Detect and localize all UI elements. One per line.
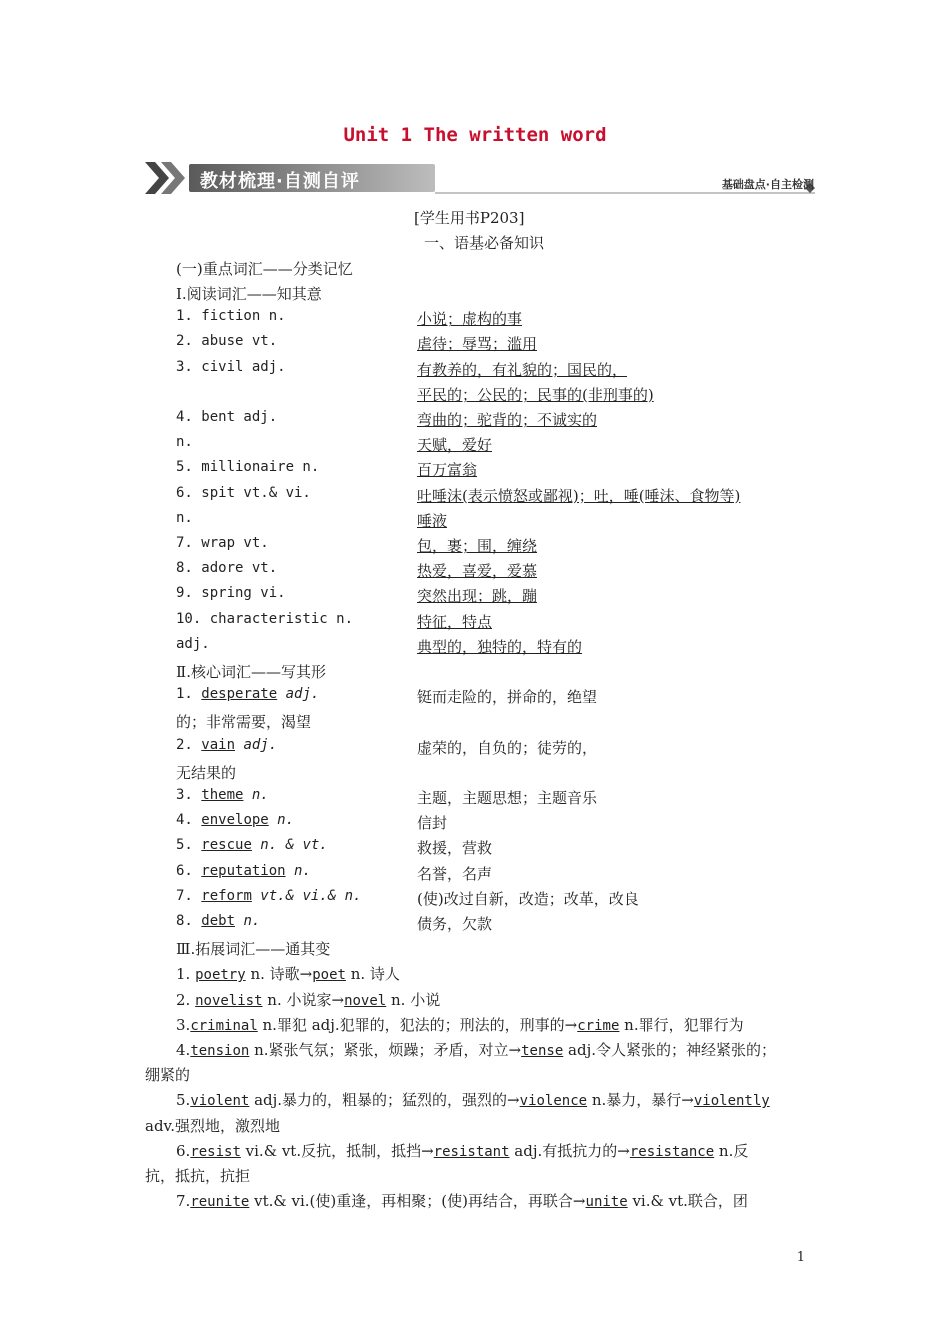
core-meaning-cont: 无结果的 [176, 763, 237, 782]
derivation-line: adv.强烈地，激烈地 [145, 1116, 281, 1135]
part-of-speech: n. [285, 862, 311, 879]
derived-word: resistance [629, 1143, 715, 1160]
reading-meaning [417, 434, 492, 455]
derivation-line: 1. poetry n. 诗歌→poet n. 诗人 [176, 965, 400, 984]
reading-meaning-text: 突然出现；跳，蹦 [417, 587, 538, 606]
page-number: 1 [796, 1250, 805, 1265]
core-word-answer: theme [201, 787, 244, 803]
derived-word: crime [577, 1017, 620, 1034]
derivation-line: 3.criminal n.罪犯 adj.犯罪的，犯法的；刑法的，刑事的→crime n.罪行，犯罪行为 [176, 1015, 744, 1034]
reading-word: 7. wrap vt. [176, 535, 269, 551]
reading-meaning [417, 535, 537, 556]
derived-word: unite [585, 1194, 628, 1211]
reading-meaning [417, 485, 740, 506]
derived-word: reunite [190, 1194, 250, 1211]
section-heading: 一、语基必备知识 [424, 234, 545, 252]
core-meaning: 信封 [417, 814, 448, 833]
core-meaning: 债务，欠款 [417, 915, 493, 933]
core-meaning: 救援，营救 [417, 839, 493, 858]
core-word: 8. debt n. [176, 913, 261, 929]
reading-meaning [417, 384, 654, 405]
reading-meaning [417, 308, 522, 329]
reading-meaning [417, 409, 597, 430]
derived-word: poetry [195, 967, 246, 984]
derivation-line: 6.resist vi.& vt.反抗，抵制，抵挡→resistant adj.有抵抗力的→resistance n.反 [176, 1141, 749, 1160]
reading-meaning [417, 459, 477, 480]
derived-word: poet [312, 967, 346, 984]
reading-meaning [417, 636, 582, 657]
core-word-answer: debt [201, 913, 236, 929]
textbook-reference: [学生用书P203] [414, 209, 525, 227]
core-word: 7. reform vt.& vi.& n. [176, 887, 362, 904]
part-of-speech: vt.& vi.& n. [251, 887, 362, 904]
core-meaning: (使)改过自新，改造；改革，改良 [417, 889, 639, 908]
reading-word: n. [176, 434, 193, 451]
derived-word: resist [190, 1143, 241, 1160]
part-of-speech: n. [243, 787, 269, 803]
derived-word: resistant [433, 1143, 510, 1160]
core-meaning-cont: 的；非常需要，渴望 [176, 713, 312, 732]
reading-meaning-text: 唾液 [417, 511, 448, 530]
derivation-line: 抗，抵抗，抗拒 [145, 1167, 251, 1185]
derived-word: criminal [190, 1017, 258, 1034]
reading-meaning-text: 特征，特点 [417, 612, 493, 631]
reading-meaning-text: 典型的，独特的，特有的 [417, 637, 583, 656]
core-word: 4. envelope n. [176, 812, 295, 829]
part-of-speech: n. & vt. [251, 837, 328, 854]
reading-meaning-text: 平民的；公民的；民事的(非刑事的) [417, 385, 654, 404]
derivation-line: 2. novelist n. 小说家→novel n. 小说 [176, 990, 441, 1009]
core-word-answer: desperate [201, 686, 278, 703]
part-of-speech: adj. [235, 736, 278, 753]
core-meaning: 铤而走险的，拼命的，绝望 [417, 688, 598, 707]
part-of-speech: adj. [277, 686, 320, 703]
core-word: 2. vain adj. [176, 736, 278, 753]
reading-meaning-text: 包，裹；围，缠绕 [417, 537, 538, 555]
derived-word: novel [344, 992, 387, 1009]
part2-heading: Ⅱ.核心词汇——写其形 [176, 663, 326, 681]
reading-word: adj. [176, 635, 210, 652]
derived-word: violence [519, 1093, 588, 1110]
page-title: Unit 1 The written word [343, 124, 607, 146]
reading-word: 5. millionaire n. [176, 459, 320, 476]
reading-word: n. [176, 509, 193, 526]
reading-meaning-text: 有教养的，有礼貌的；国民的， [417, 360, 628, 379]
reading-meaning [417, 585, 537, 606]
reading-word: 10. characteristic n. [176, 610, 354, 627]
reading-meaning-text: 热爱，喜爱，爱慕 [417, 562, 538, 581]
part1-heading: Ⅰ.阅读词汇——知其意 [176, 285, 322, 303]
reading-word: 4. bent adj. [176, 409, 278, 425]
derived-word: tense [521, 1043, 564, 1059]
reading-meaning [417, 560, 537, 581]
reading-word: 9. spring vi. [176, 585, 286, 602]
reading-meaning-text: 天赋，爱好 [417, 436, 493, 455]
reading-meaning [417, 333, 537, 354]
part-of-speech: n. [235, 913, 261, 929]
banner-right-text: 基础盘点·自主检测 [721, 178, 814, 191]
core-word-answer: reputation [201, 862, 286, 879]
core-word-answer: reform [201, 887, 252, 904]
core-meaning: 主题，主题思想；主题音乐 [417, 789, 598, 807]
core-word: 3. theme n. [176, 787, 269, 803]
core-word-answer: vain [201, 736, 236, 753]
reading-meaning-text: 虐待；辱骂；滥用 [417, 335, 538, 354]
core-word: 5. rescue n. & vt. [176, 837, 328, 854]
derivation-line: 4.tension n.紧张气氛；紧张，烦躁；矛盾，对立→tense adj.令人紧张的；神经紧张的； [176, 1041, 776, 1059]
derivation-line: 绷紧的 [145, 1066, 191, 1085]
core-meaning: 虚荣的，自负的；徒劳的， [417, 738, 598, 757]
core-word: 1. desperate adj. [176, 686, 320, 703]
part3-heading: Ⅲ.拓展词汇——通其变 [176, 940, 331, 959]
reading-meaning-text: 小说；虚构的事 [417, 310, 523, 329]
derived-word: novelist [195, 992, 263, 1009]
reading-meaning [417, 611, 492, 632]
part-of-speech: n. [268, 812, 295, 829]
reading-meaning-text: 弯曲的；驼背的；不诚实的 [417, 411, 598, 429]
derived-word: violent [190, 1093, 250, 1110]
reading-meaning-text: 百万富翁 [417, 461, 478, 480]
reading-word: 6. spit vt.& vi. [176, 484, 311, 501]
reading-meaning [417, 359, 627, 380]
reading-word: 8. adore vt. [176, 560, 278, 577]
derived-word: violently [693, 1093, 770, 1110]
derivation-line: 5.violent adj.暴力的，粗暴的；猛烈的，强烈的→violence n.暴力，暴行→violently [176, 1091, 770, 1110]
reading-word: 3. civil adj. [176, 358, 286, 375]
core-meaning: 名誉，名声 [417, 864, 493, 883]
subsection-heading: (一)重点词汇——分类记忆 [176, 260, 353, 278]
core-word: 6. reputation n. [176, 862, 311, 879]
reading-meaning [417, 510, 447, 531]
core-word-answer: envelope [201, 812, 269, 829]
derivation-line: 7.reunite vt.& vi.(使)重逢，再相聚；(使)再结合，再联合→unite vi.& vt.联合，团 [176, 1192, 748, 1211]
banner-left-text: 教材梳理·自测自评 [200, 171, 360, 192]
reading-meaning-text: 吐唾沫(表示愤怒或鄙视)；吐，唾(唾沫、食物等) [417, 486, 741, 505]
derived-word: tension [190, 1043, 250, 1059]
section-banner [145, 160, 815, 196]
reading-word: 1. fiction n. [176, 308, 286, 325]
core-word-answer: rescue [201, 837, 252, 854]
reading-word: 2. abuse vt. [176, 333, 278, 350]
